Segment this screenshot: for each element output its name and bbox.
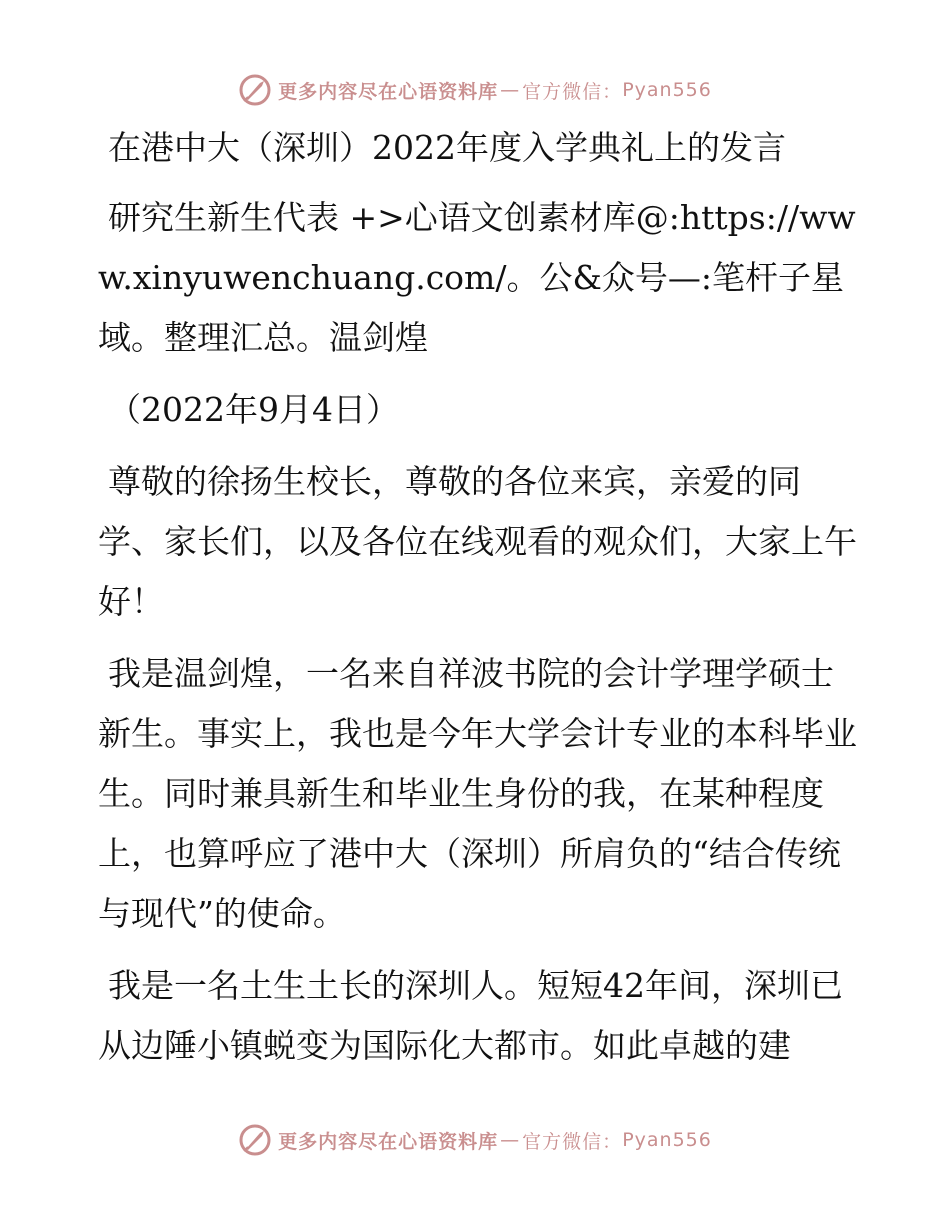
watermark-wechat-label: 官方微信： [522, 80, 623, 103]
watermark-wechat-id: Pyan556 [622, 79, 712, 101]
paragraph-shenzhen: 我是一名土生土长的深圳人。短短42年间，深圳已从边陲小镇蜕变为国际化大都市。如此卓越的建 [98, 966, 843, 1065]
watermark-separator: — [500, 1129, 521, 1151]
paragraph-introduction: 我是温剑煌，一名来自祥波书院的会计学理学硕士新生。事实上，我也是今年大学会计专业的本科毕业生。同时兼具新生和毕业生身份的我，在某种程度上，也算呼应了港中大（深圳）所肩负的“结合传统与现代”的使命。 [98, 654, 857, 933]
watermark-wechat-id: Pyan556 [622, 1129, 712, 1151]
watermark-site-text: 更多内容尽在心语资料库 [278, 1130, 499, 1153]
header-watermark [0, 70, 950, 110]
document-body [98, 118, 858, 1088]
watermark-separator: — [500, 79, 521, 101]
quill-logo-icon [238, 73, 272, 107]
watermark-wechat-label: 官方微信： [522, 1130, 623, 1153]
footer-watermark [0, 1120, 950, 1160]
speech-date: （2022年9月4日） [108, 390, 399, 429]
watermark-site-text: 更多内容尽在心语资料库 [278, 80, 499, 103]
document-title: 在港中大（深圳）2022年度入学典礼上的发言 [108, 128, 786, 167]
quill-logo-icon [238, 1123, 272, 1157]
paragraph-greeting: 尊敬的徐扬生校长，尊敬的各位来宾，亲爱的同学、家长们，以及各位在线观看的观众们，大家上午好！ [98, 462, 857, 621]
author-byline: 研究生新生代表 +>心语文创素材库@:https://www.xinyuwenchuang.com/。公&众号—:笔杆子星域。整理汇总。温剑煌 [98, 198, 856, 357]
